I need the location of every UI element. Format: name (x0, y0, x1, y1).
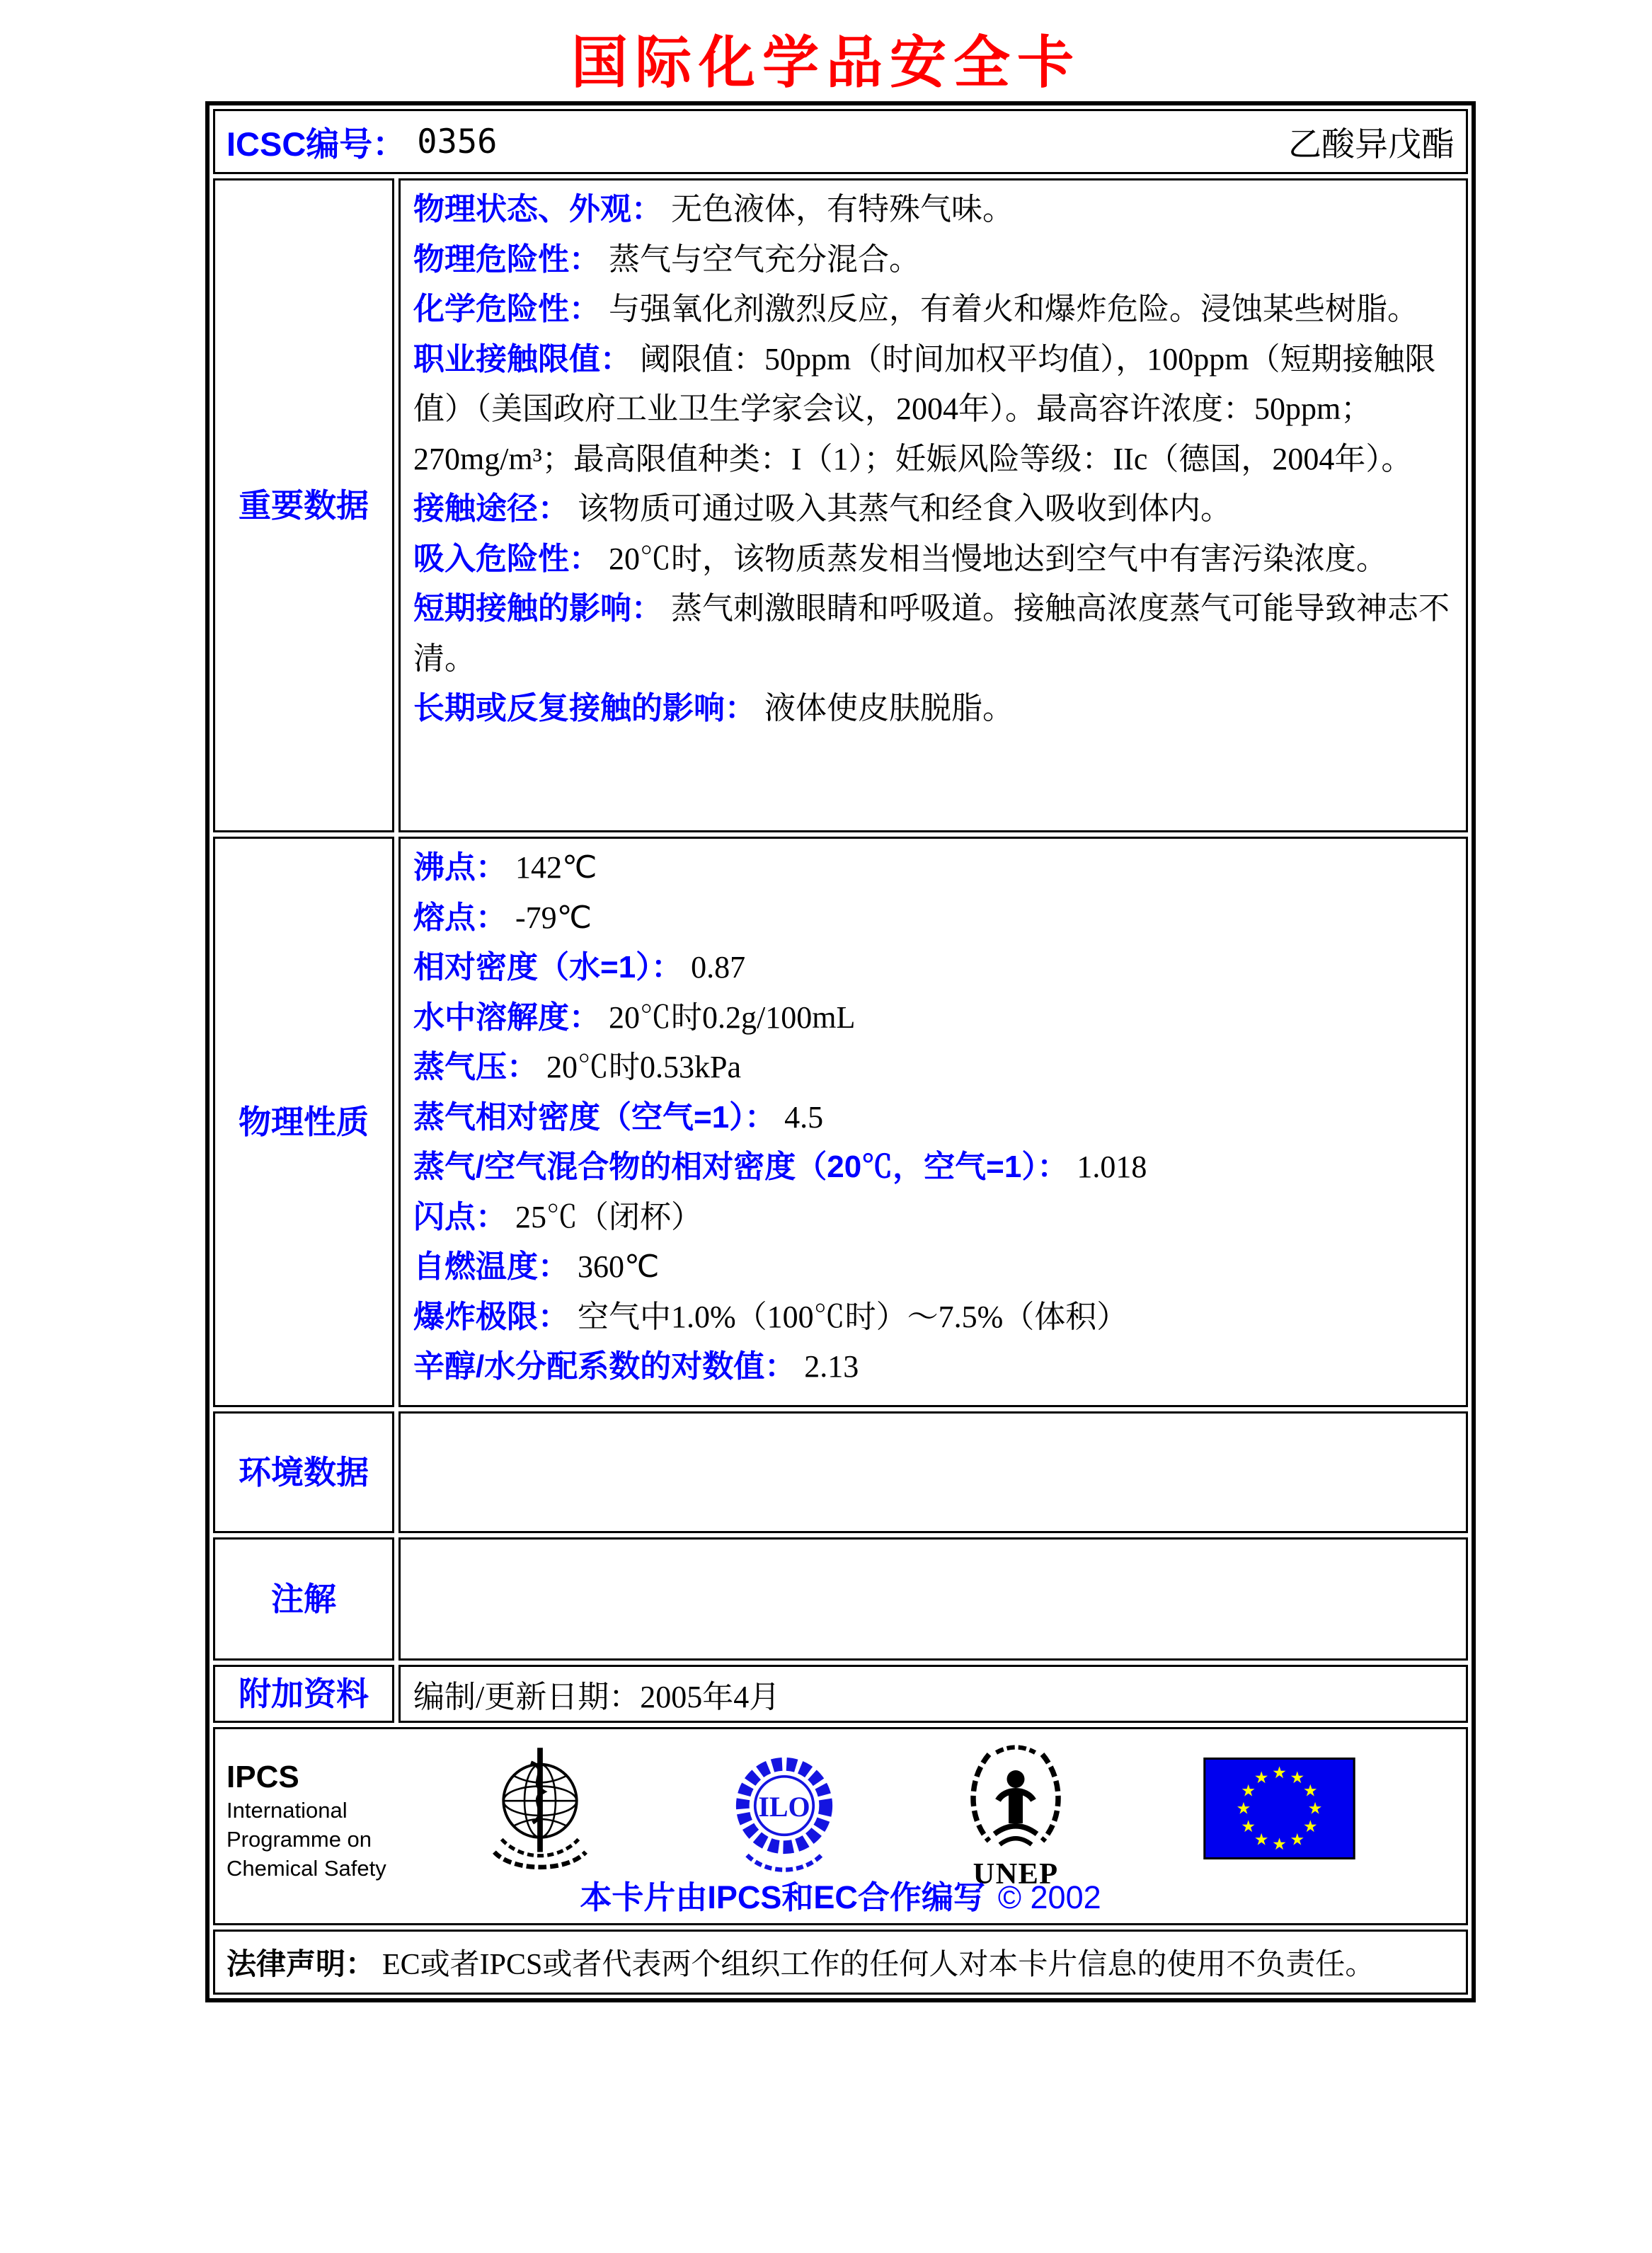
section-label-physical-properties: 物理性质 (213, 837, 394, 1407)
additional-info-row (213, 1665, 1468, 1723)
svg-text:★: ★ (1302, 1817, 1318, 1836)
chemical-name: 乙酸异戊酯 (1288, 126, 1455, 164)
update-date-text: 编制/更新日期：2005年4月 (413, 1680, 781, 1714)
section-label-environmental-data: 环境数据 (213, 1411, 394, 1533)
svg-text:★: ★ (1241, 1817, 1256, 1836)
icsc-number-label: ICSC编号： (226, 125, 406, 163)
physical-property-item: 沸点： 142℃ (413, 850, 597, 885)
legal-notice-text: EC或者IPCS或者代表两个组织工作的任何人对本卡片信息的使用不负责任。 (382, 1949, 1375, 1981)
svg-text:★: ★ (1272, 1764, 1287, 1783)
physical-property-item: 蒸气相对密度（空气=1）： 4.5 (413, 1099, 824, 1135)
section-label-additional-info: 附加资料 (213, 1665, 394, 1723)
svg-text:★: ★ (1241, 1782, 1256, 1801)
notes-row (213, 1537, 1468, 1661)
unep-letters: UNEP (973, 1857, 1059, 1891)
svg-text:★: ★ (1272, 1835, 1287, 1854)
eu-flag-icon (1203, 1758, 1355, 1863)
physical-property-item: 爆炸极限： 空气中1.0%（100℃时）～7.5%（体积） (413, 1299, 1128, 1334)
physical-property-item: 熔点： -79℃ (413, 900, 592, 935)
important-data-item: 化学危险性： 与强氧化剂激烈反应，有着火和爆炸危险。浸蚀某些树脂。 (413, 292, 1418, 326)
important-data-item: 吸入危险性： 20℃时，该物质蒸发相当慢地达到空气中有害污染浓度。 (413, 541, 1387, 576)
page-title: 国际化学品安全卡 (571, 33, 1081, 95)
important-data-content (398, 178, 1468, 832)
header-row (213, 109, 1468, 174)
icsc-card-table (205, 101, 1476, 2002)
svg-text:★: ★ (1302, 1782, 1318, 1801)
svg-text:★: ★ (1236, 1799, 1251, 1818)
environmental-data-content (398, 1411, 1468, 1533)
legal-notice-cell (213, 1930, 1468, 1995)
additional-info-content (398, 1665, 1468, 1723)
physical-properties-content (398, 837, 1468, 1407)
important-data-item: 长期或反复接触的影响： 液体使皮肤脱脂。 (413, 691, 1014, 726)
ipcs-acronym: IPCS (226, 1760, 299, 1794)
svg-text:★: ★ (1290, 1768, 1304, 1787)
logos-cell (213, 1727, 1468, 1925)
who-logo (486, 1742, 595, 1887)
header-cell (213, 109, 1468, 174)
physical-property-item: 辛醇/水分配系数的对数值： 2.13 (413, 1349, 859, 1384)
physical-property-item: 自燃温度： 360℃ (413, 1249, 660, 1284)
important-data-item: 职业接触限值： 阈限值：50ppm（时间加权平均值），100ppm（短期接触限值）（美国政府工业卫生学家会议，2004年）。最高容许浓度：50ppm；270mg/m³；最高限值种类：I（1）；妊娠风险等级：IIc（德国，2004年）。 (413, 341, 1436, 476)
important-data-item: 物理危险性： 蒸气与空气充分混合。 (413, 241, 920, 277)
physical-properties-row (213, 837, 1468, 1407)
icsc-number-group (226, 118, 497, 166)
svg-text:★: ★ (1254, 1830, 1269, 1850)
physical-property-item: 蒸气压： 20℃时0.53kPa (413, 1050, 741, 1084)
important-data-item: 短期接触的影响： 蒸气刺激眼睛和呼吸道。接触高浓度蒸气可能导致神志不清。 (413, 591, 1450, 676)
ilo-letters: ILO (758, 1791, 810, 1823)
legal-notice-label: 法律声明： (226, 1947, 376, 1980)
ipcs-text-block: IPCS International Programme on Chemical Safety (226, 1760, 386, 1881)
important-data-item: 接触途径： 该物质可通过吸入其蒸气和经食入吸收到体内。 (413, 491, 1232, 526)
svg-text:★: ★ (1254, 1768, 1269, 1787)
legal-row (213, 1930, 1468, 1995)
important-data-item: 物理状态、外观： 无色液体，有特殊气味。 (413, 192, 1014, 227)
ilo-logo (731, 1749, 837, 1884)
physical-property-item: 相对密度（水=1）： 0.87 (413, 950, 746, 985)
section-label-important-data: 重要数据 (213, 178, 394, 832)
physical-property-item: 蒸气/空气混合物的相对密度（20℃，空气=1）： 1.018 (413, 1150, 1147, 1184)
physical-property-item: 闪点： 25℃（闭杯） (413, 1199, 702, 1234)
logos-row (213, 1727, 1468, 1925)
icsc-number-value: 0356 (417, 122, 498, 161)
svg-text:★: ★ (1307, 1799, 1323, 1818)
physical-property-item: 水中溶解度： 20℃时0.2g/100mL (413, 999, 856, 1035)
section-label-notes: 注解 (213, 1537, 394, 1661)
important-data-row (213, 178, 1468, 832)
cooperation-caption: 本卡片由IPCS和EC合作编写 © 2002 (580, 1879, 1101, 1915)
environmental-data-row (213, 1411, 1468, 1533)
svg-text:★: ★ (1290, 1830, 1304, 1850)
notes-content (398, 1537, 1468, 1661)
